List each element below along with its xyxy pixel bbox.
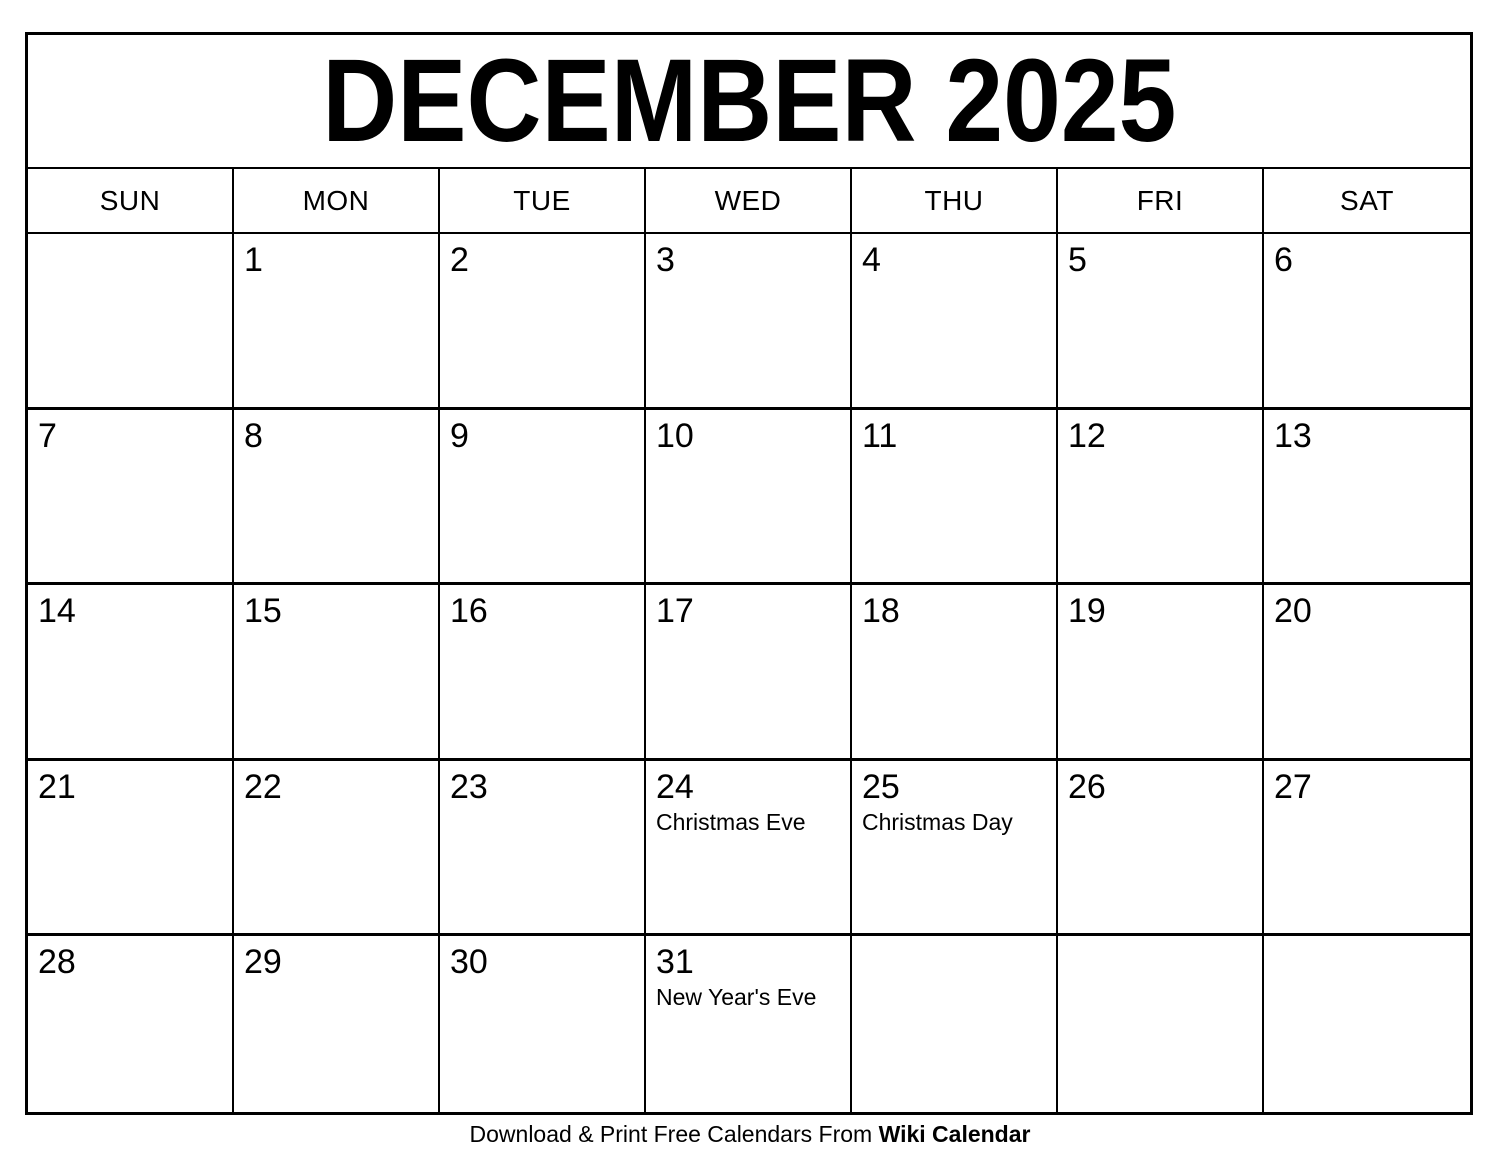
day-number: 13 xyxy=(1274,416,1312,455)
day-cell-21 xyxy=(28,761,234,937)
weekday-header-mon: MON xyxy=(234,169,440,234)
day-cell-14 xyxy=(28,585,234,761)
day-number: 18 xyxy=(862,592,900,631)
day-number: 8 xyxy=(244,416,263,455)
weekday-header-sat: SAT xyxy=(1264,169,1470,234)
calendar-grid xyxy=(28,169,1470,1112)
holiday-new-years-eve: New Year's Eve xyxy=(656,984,817,1011)
day-number: 21 xyxy=(38,767,76,806)
calendar-title-band xyxy=(28,35,1470,169)
day-cell-empty xyxy=(852,936,1058,1112)
day-cell-1 xyxy=(234,234,440,410)
day-number: 1 xyxy=(244,241,263,279)
day-number: 17 xyxy=(656,592,694,631)
day-cell-8 xyxy=(234,410,440,586)
day-cell-23 xyxy=(440,761,646,937)
holiday-christmas-eve: Christmas Eve xyxy=(656,808,806,835)
day-cell-5 xyxy=(1058,234,1264,410)
day-cell-16 xyxy=(440,585,646,761)
day-number: 11 xyxy=(862,416,898,455)
day-cell-28 xyxy=(28,936,234,1112)
day-cell-27 xyxy=(1264,761,1470,937)
day-number: 19 xyxy=(1068,592,1106,631)
day-cell-25 xyxy=(852,761,1058,937)
footer-credit-text: Download & Print Free Calendars From xyxy=(469,1121,879,1147)
footer-credit xyxy=(0,1121,1500,1148)
day-number: 10 xyxy=(656,416,694,455)
day-cell-12 xyxy=(1058,410,1264,586)
holiday-christmas-day: Christmas Day xyxy=(862,808,1013,835)
day-cell-empty xyxy=(1264,936,1470,1112)
day-number: 30 xyxy=(450,943,488,982)
day-number: 22 xyxy=(244,767,282,806)
day-number: 26 xyxy=(1068,767,1106,806)
calendar-sheet xyxy=(25,32,1473,1115)
day-cell-15 xyxy=(234,585,440,761)
day-number: 5 xyxy=(1068,241,1087,279)
day-cell-6 xyxy=(1264,234,1470,410)
footer-brand: Wiki Calendar xyxy=(878,1121,1031,1147)
weekday-header-tue: TUE xyxy=(440,169,646,234)
day-number: 31 xyxy=(656,943,694,982)
day-number: 28 xyxy=(38,943,76,982)
day-number: 25 xyxy=(862,767,900,806)
day-number: 23 xyxy=(450,767,488,806)
day-cell-26 xyxy=(1058,761,1264,937)
day-number: 7 xyxy=(38,416,57,455)
calendar-title: DECEMBER 2025 xyxy=(321,35,1177,167)
day-cell-18 xyxy=(852,585,1058,761)
day-cell-29 xyxy=(234,936,440,1112)
day-cell-17 xyxy=(646,585,852,761)
day-number: 20 xyxy=(1274,592,1312,631)
day-cell-24 xyxy=(646,761,852,937)
weekday-header-sun: SUN xyxy=(28,169,234,234)
day-number: 14 xyxy=(38,592,76,631)
day-cell-empty xyxy=(1058,936,1264,1112)
day-cell-10 xyxy=(646,410,852,586)
day-cell-13 xyxy=(1264,410,1470,586)
day-number: 16 xyxy=(450,592,488,631)
day-number: 3 xyxy=(656,241,675,279)
day-cell-11 xyxy=(852,410,1058,586)
day-number: 12 xyxy=(1068,416,1106,455)
day-cell-3 xyxy=(646,234,852,410)
weekday-header-thu: THU xyxy=(852,169,1058,234)
day-number: 24 xyxy=(656,767,694,806)
day-cell-empty xyxy=(28,234,234,410)
day-cell-30 xyxy=(440,936,646,1112)
day-number: 15 xyxy=(244,592,282,631)
day-cell-19 xyxy=(1058,585,1264,761)
day-cell-2 xyxy=(440,234,646,410)
day-cell-4 xyxy=(852,234,1058,410)
day-cell-7 xyxy=(28,410,234,586)
day-number: 4 xyxy=(862,241,881,279)
day-number: 6 xyxy=(1274,241,1293,279)
day-number: 29 xyxy=(244,943,282,982)
weekday-header-wed: WED xyxy=(646,169,852,234)
day-cell-20 xyxy=(1264,585,1470,761)
day-cell-9 xyxy=(440,410,646,586)
day-number: 9 xyxy=(450,416,469,455)
day-cell-22 xyxy=(234,761,440,937)
day-cell-31 xyxy=(646,936,852,1112)
weekday-header-fri: FRI xyxy=(1058,169,1264,234)
day-number: 27 xyxy=(1274,767,1312,806)
day-number: 2 xyxy=(450,241,469,279)
